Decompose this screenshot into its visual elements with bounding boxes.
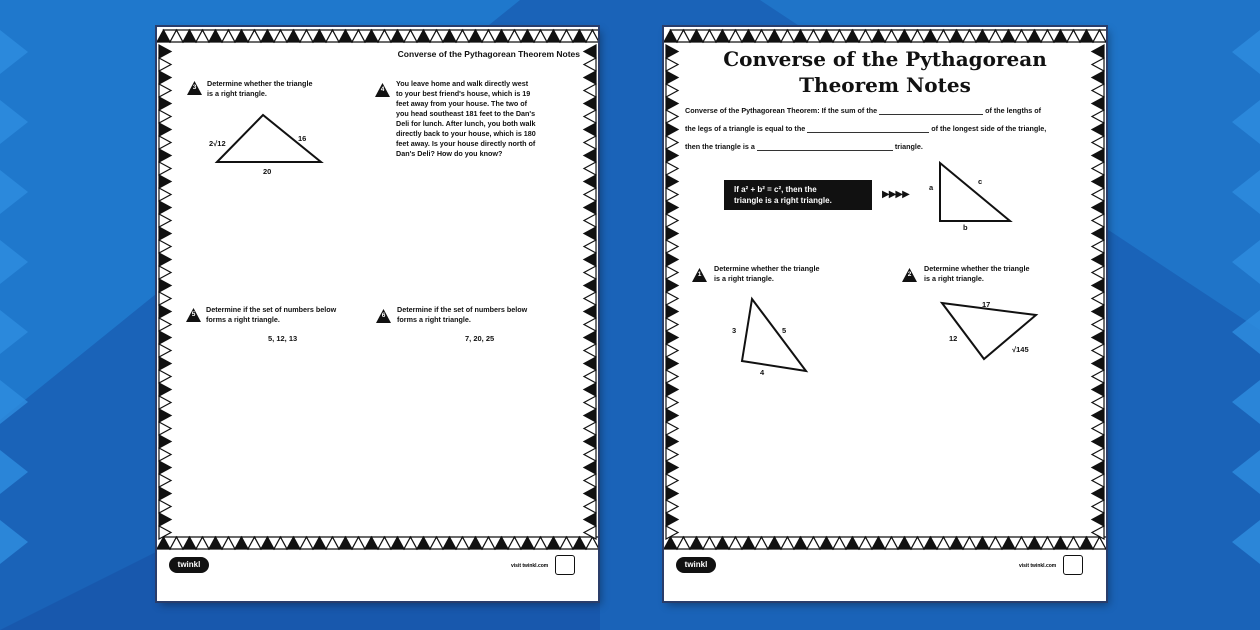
page-title-line-1: Converse of the Pythagorean [723, 47, 1047, 71]
question-3-text: Determine whether the triangle is a right triangle. [207, 79, 313, 98]
worksheet-page-2 [157, 27, 598, 601]
definition-text-2a: the legs of a triangle is equal to the [685, 124, 806, 133]
footer-url: visit twinkl.com [1019, 563, 1057, 569]
twinkl-logo: twinkl [169, 557, 209, 573]
blank-1[interactable] [879, 106, 983, 115]
q3-side-bottom: 20 [263, 167, 272, 176]
question-1-text: Determine whether the triangle is a right triangle. [714, 264, 820, 283]
q2-side-top: 17 [982, 300, 991, 309]
page-header: Converse of the Pythagorean Theorem Notes [397, 49, 580, 59]
question-6-text: Determine if the set of numbers below forms a right triangle. [397, 305, 528, 324]
question-4-text: You leave home and walk directly west to your best friend's house, which is 19 feet away from your house. The two of you head southeast 181 feet to the Dan's Deli for lunch. After lunch, you both walk directly back to your house, which is 180 feet away. Is your house directly north of Dan's Deli? How do you know? [396, 79, 536, 158]
worksheet-page-1 [664, 27, 1106, 601]
rule-box [724, 180, 872, 210]
blank-2[interactable] [807, 124, 929, 133]
q1-side-left: 3 [732, 326, 737, 335]
label-b: b [963, 223, 968, 232]
q2-side-right: √145 [1012, 345, 1029, 354]
q1-side-right: 5 [782, 326, 787, 335]
label-c: c [978, 177, 983, 186]
definition-text-3a: then the triangle is a [685, 142, 755, 151]
definition-text-3b: triangle. [894, 142, 923, 151]
question-2-text: Determine whether the triangle is a right triangle. [924, 264, 1030, 283]
twinkl-logo: twinkl [676, 557, 716, 573]
quality-badge-icon [1063, 555, 1083, 575]
question-5-numbers: 5, 12, 13 [268, 334, 298, 343]
question-1-triangle [738, 295, 810, 373]
definition-text-1b: of the lengths of [985, 106, 1042, 115]
label-a: a [929, 183, 934, 192]
definition-line-1 [685, 106, 1041, 115]
quality-badge-icon [555, 555, 575, 575]
question-6-numbers: 7, 20, 25 [465, 334, 495, 343]
page-title-line-2: Theorem Notes [799, 73, 971, 97]
footer-url: visit twinkl.com [511, 563, 549, 569]
q1-side-bottom: 4 [760, 368, 765, 377]
definition-label: Converse of the Pythagorean Theorem: [685, 106, 820, 115]
question-3-number: 3 [192, 84, 197, 91]
q3-side-left: 2√12 [209, 139, 226, 148]
question-3-triangle [213, 112, 325, 164]
arrows-icon: ▶▶▶▶ [882, 189, 909, 200]
reference-right-triangle [934, 159, 1014, 225]
question-1-number: 1 [697, 271, 702, 278]
definition-line-3 [685, 142, 923, 151]
definition-line-2 [685, 124, 1046, 133]
rule-line-2: triangle is a right triangle. [734, 196, 832, 205]
question-5-text: Determine if the set of numbers below forms a right triangle. [206, 305, 337, 324]
q3-side-right: 16 [298, 134, 307, 143]
definition-text-2b: of the longest side of the triangle, [931, 124, 1047, 133]
q2-side-left: 12 [949, 334, 958, 343]
question-6-number: 6 [381, 312, 386, 319]
definition-text-1a: If the sum of the [821, 106, 878, 115]
question-2-number: 2 [907, 271, 912, 278]
blank-3[interactable] [757, 142, 893, 151]
question-5-number: 5 [191, 311, 196, 318]
question-4-number: 4 [380, 86, 385, 93]
rule-line-1: If a² + b² = c², then the [734, 185, 817, 194]
